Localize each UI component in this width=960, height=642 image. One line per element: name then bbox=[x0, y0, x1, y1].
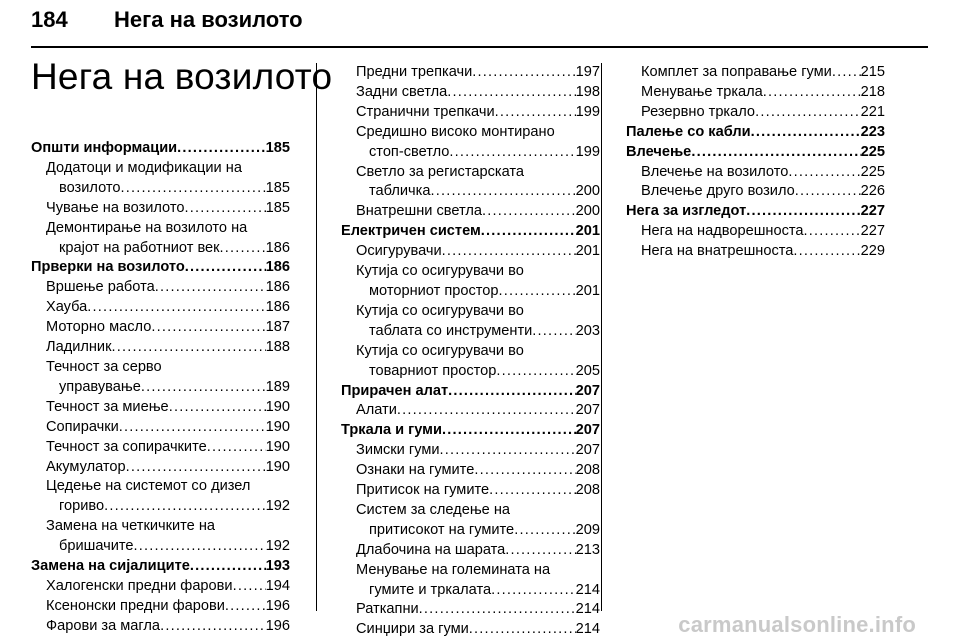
toc-entry-title: Осигурувачи bbox=[356, 243, 442, 260]
toc-page-number: 199 bbox=[575, 143, 600, 160]
toc-page-number: 186 bbox=[265, 279, 290, 296]
toc-page-number: 223 bbox=[860, 123, 885, 140]
toc-entry[interactable] bbox=[626, 182, 885, 202]
toc-page-number: 207 bbox=[575, 382, 600, 399]
toc-entry[interactable] bbox=[341, 342, 600, 382]
toc-entry-title: Ксенонски предни фарови bbox=[46, 597, 225, 614]
toc-entry-title: Нега за изгледот bbox=[626, 203, 747, 220]
toc-entry-title: Влечење bbox=[626, 143, 692, 160]
dot-leader bbox=[442, 421, 576, 441]
toc-section-heading[interactable] bbox=[341, 421, 600, 441]
toc-column-1 bbox=[31, 139, 290, 637]
toc-entry-title: Зимски гуми bbox=[356, 442, 440, 459]
toc-entry[interactable] bbox=[626, 63, 885, 83]
dot-leader bbox=[532, 322, 575, 342]
dot-leader bbox=[755, 103, 861, 123]
toc-entry-continuation bbox=[356, 362, 600, 382]
toc-page-number: 227 bbox=[860, 223, 885, 240]
toc-entry[interactable] bbox=[341, 481, 600, 501]
dot-leader bbox=[788, 163, 860, 183]
toc-page-number: 205 bbox=[575, 362, 600, 379]
toc-column-3 bbox=[601, 63, 885, 611]
toc-page-number: 201 bbox=[575, 243, 600, 260]
toc-entry[interactable] bbox=[341, 600, 600, 620]
toc-entry-title: Внатрешни светла bbox=[356, 203, 482, 220]
toc-entry-title: Течност за серво bbox=[46, 358, 162, 375]
toc-page-number: 187 bbox=[265, 319, 290, 336]
toc-page-number: 229 bbox=[860, 243, 885, 260]
toc-entry-title: Моторно масло bbox=[46, 319, 152, 336]
toc-entry-title: Кутија со осигурувачи во bbox=[356, 342, 524, 359]
toc-entry[interactable] bbox=[31, 418, 290, 438]
toc-entry-title: Нега на внатрешноста bbox=[641, 243, 794, 260]
toc-entry-title: Алати bbox=[356, 402, 397, 419]
dot-leader bbox=[151, 318, 265, 338]
toc-page-number: 188 bbox=[265, 339, 290, 356]
toc-entry-title: табличка bbox=[369, 183, 431, 200]
dot-leader bbox=[795, 182, 861, 202]
toc-page-number: 225 bbox=[860, 163, 885, 180]
toc-page-number: 185 bbox=[265, 179, 290, 196]
toc-entry-title: Замена на четкичките на bbox=[46, 518, 216, 535]
dot-leader bbox=[141, 378, 266, 398]
toc-entry-continuation bbox=[46, 239, 290, 259]
dot-leader bbox=[126, 458, 266, 478]
toc-section-heading[interactable] bbox=[31, 139, 290, 159]
toc-page-number: 186 bbox=[265, 259, 290, 276]
toc-entry-title: Сопирачки bbox=[46, 418, 119, 435]
dot-leader bbox=[832, 63, 861, 83]
toc-page-number: 190 bbox=[265, 438, 290, 455]
toc-entry-title: Вршење работа bbox=[46, 279, 155, 296]
toc-entry[interactable] bbox=[341, 441, 600, 461]
toc-entry-title: стоп-светло bbox=[369, 143, 450, 160]
toc-entry-title: Ознаки на гумите bbox=[356, 462, 475, 479]
toc-section-heading[interactable] bbox=[31, 258, 290, 278]
toc-entry-title: Замена на сијалиците bbox=[31, 558, 190, 575]
toc-entry-title: Нега на надворешноста bbox=[641, 223, 804, 240]
dot-leader bbox=[225, 597, 266, 617]
toc-entry[interactable] bbox=[31, 298, 290, 318]
dot-leader bbox=[430, 182, 575, 202]
toc-entry-title: Палење со кабли bbox=[626, 123, 751, 140]
toc-page-number: 190 bbox=[265, 398, 290, 415]
dot-leader bbox=[155, 278, 266, 298]
toc-page-number: 186 bbox=[265, 299, 290, 316]
dot-leader bbox=[447, 83, 575, 103]
toc-page-number: 185 bbox=[265, 140, 290, 156]
toc-entry[interactable] bbox=[341, 262, 600, 302]
toc-entry[interactable] bbox=[341, 620, 600, 640]
toc-entry-title: Цедење на системот со дизел bbox=[46, 478, 251, 495]
toc-entry-title: Влечење на возилото bbox=[641, 163, 789, 180]
toc-entry-title: гориво bbox=[59, 498, 105, 515]
toc-entry-title: Електричен систем bbox=[341, 223, 481, 240]
dot-leader bbox=[160, 617, 266, 637]
toc-page-number: 215 bbox=[860, 64, 885, 80]
toc-entry-title: Чување на возилото bbox=[46, 199, 185, 216]
toc-entry-title: таблата со инструменти bbox=[369, 322, 533, 339]
dot-leader bbox=[746, 202, 860, 222]
toc-entry-title: управување bbox=[59, 378, 141, 395]
toc-entry[interactable] bbox=[341, 163, 600, 203]
toc-entry-continuation bbox=[356, 182, 600, 202]
toc-page-number: 200 bbox=[575, 183, 600, 200]
dot-leader bbox=[220, 239, 266, 259]
toc-entry[interactable] bbox=[626, 103, 885, 123]
toc-entry-title: Прирачен алат bbox=[341, 382, 449, 399]
dot-leader bbox=[119, 418, 266, 438]
toc-entry-title: Менување на големината на bbox=[356, 561, 551, 578]
toc-entry-continuation bbox=[356, 282, 600, 302]
dot-leader bbox=[514, 521, 575, 541]
toc-entry[interactable] bbox=[31, 517, 290, 557]
dot-leader bbox=[169, 398, 266, 418]
toc-page-number: 208 bbox=[575, 462, 600, 479]
page-number: 184 bbox=[31, 7, 68, 32]
toc-page-number: 214 bbox=[575, 581, 600, 598]
chapter-title: Нега на возилото bbox=[31, 56, 333, 97]
toc-page-number: 200 bbox=[575, 203, 600, 220]
watermark: carmanualsonline.info bbox=[678, 612, 916, 637]
toc-entry-title: Течност за миење bbox=[46, 398, 169, 415]
toc-page-number: 201 bbox=[575, 223, 600, 240]
toc-entry-continuation bbox=[356, 143, 600, 163]
dot-leader bbox=[121, 179, 266, 199]
dot-leader bbox=[472, 63, 575, 83]
toc-section-heading[interactable] bbox=[31, 557, 290, 577]
dot-leader bbox=[482, 202, 576, 222]
toc-section-heading[interactable] bbox=[341, 222, 600, 242]
dot-leader bbox=[481, 222, 576, 242]
toc-page-number: 190 bbox=[265, 418, 290, 435]
toc-section-heading[interactable] bbox=[626, 123, 885, 143]
toc-entry-title: гумите и тркалата bbox=[369, 581, 492, 598]
dot-leader bbox=[499, 282, 576, 302]
toc-entry-title: Длабочина на шарата bbox=[356, 541, 506, 558]
toc-page-number: 197 bbox=[575, 64, 600, 80]
dot-leader bbox=[190, 557, 266, 577]
toc-entry-continuation bbox=[46, 378, 290, 398]
dot-leader bbox=[111, 338, 265, 358]
toc-entry[interactable] bbox=[626, 163, 885, 183]
toc-entry-title: Прверки на возилото bbox=[31, 259, 185, 276]
dot-leader bbox=[440, 441, 576, 461]
toc-entry[interactable] bbox=[341, 123, 600, 163]
toc-entry[interactable] bbox=[31, 199, 290, 219]
toc-entry[interactable] bbox=[31, 219, 290, 259]
toc-entry-title: Ладилник bbox=[46, 339, 112, 356]
toc-page-number: 214 bbox=[575, 601, 600, 618]
toc-entry-title: Светло за регистарската bbox=[356, 163, 525, 180]
dot-leader bbox=[505, 541, 575, 561]
toc-page-number: 203 bbox=[575, 322, 600, 339]
toc-entry-continuation bbox=[356, 581, 600, 601]
toc-page-number: 185 bbox=[265, 199, 290, 216]
toc-page-number: 196 bbox=[265, 617, 290, 634]
toc-page-number: 208 bbox=[575, 482, 600, 499]
toc-page-number: 199 bbox=[575, 103, 600, 120]
toc-entry[interactable] bbox=[341, 461, 600, 481]
dot-leader bbox=[87, 298, 265, 318]
toc-entry-title: Хауба bbox=[46, 299, 88, 316]
toc-entry[interactable] bbox=[31, 398, 290, 418]
toc-entry[interactable] bbox=[31, 477, 290, 517]
toc-entry-continuation bbox=[46, 537, 290, 557]
toc-entry[interactable] bbox=[31, 338, 290, 358]
toc-entry[interactable] bbox=[341, 63, 600, 83]
toc-page-number: 209 bbox=[575, 521, 600, 538]
dot-leader bbox=[177, 139, 266, 159]
toc-entry-title: Кутија со осигурувачи во bbox=[356, 263, 524, 280]
dot-leader bbox=[489, 481, 576, 501]
toc-entry[interactable] bbox=[626, 222, 885, 242]
dot-leader bbox=[474, 461, 575, 481]
toc-page-number: 190 bbox=[265, 458, 290, 475]
toc-entry[interactable] bbox=[341, 561, 600, 601]
dot-leader bbox=[134, 537, 266, 557]
toc-entry[interactable] bbox=[626, 83, 885, 103]
toc-page-number: 201 bbox=[575, 282, 600, 299]
toc-page-number: 193 bbox=[265, 558, 290, 575]
toc-page-number: 194 bbox=[265, 577, 290, 594]
running-title: Нега на возилото bbox=[114, 7, 303, 32]
toc-entry[interactable] bbox=[31, 438, 290, 458]
toc-entry[interactable] bbox=[31, 577, 290, 597]
dot-leader bbox=[763, 83, 861, 103]
toc-page-number: 214 bbox=[575, 621, 600, 638]
toc-page-number: 192 bbox=[265, 498, 290, 515]
toc-section-heading[interactable] bbox=[341, 382, 600, 402]
toc-entry-title: моторниот простор bbox=[369, 282, 499, 299]
toc-entry-title: Задни светла bbox=[356, 83, 448, 100]
toc-page-number: 198 bbox=[575, 83, 600, 100]
toc-entry-title: Притисок на гумите bbox=[356, 482, 490, 499]
toc-entry[interactable] bbox=[31, 159, 290, 199]
toc-entry[interactable] bbox=[341, 501, 600, 541]
dot-leader bbox=[449, 143, 575, 163]
dot-leader bbox=[751, 123, 861, 143]
toc-entry-title: Средишно високо монтирано bbox=[356, 123, 555, 140]
dot-leader bbox=[495, 103, 576, 123]
toc-page-number: 225 bbox=[860, 143, 885, 160]
dot-leader bbox=[804, 222, 861, 242]
toc-entry-title: Додатоци и модификации на bbox=[46, 159, 242, 176]
toc-entry-title: товарниот простор bbox=[369, 362, 497, 379]
dot-leader bbox=[207, 438, 266, 458]
toc-entry[interactable] bbox=[341, 401, 600, 421]
toc-entry-title: Кутија со осигурувачи во bbox=[356, 302, 524, 319]
toc-page-number: 192 bbox=[265, 538, 290, 555]
toc-entry-title: возилото bbox=[59, 179, 121, 196]
toc-entry-title: Демонтирање на возилото на bbox=[46, 219, 248, 236]
dot-leader bbox=[397, 401, 576, 421]
toc-entry-title: Халогенски предни фарови bbox=[46, 577, 233, 594]
page-header bbox=[31, 6, 928, 48]
toc-entry-title: Тркала и гуми bbox=[341, 422, 442, 439]
toc-entry-title: Систем за следење на bbox=[356, 501, 511, 518]
dot-leader bbox=[469, 620, 576, 640]
toc-entry-continuation bbox=[46, 497, 290, 517]
dot-leader bbox=[491, 581, 576, 601]
toc-page-number: 196 bbox=[265, 597, 290, 614]
toc-page-number: 218 bbox=[860, 83, 885, 100]
toc-entry[interactable] bbox=[31, 597, 290, 617]
toc-entry-title: Раткапни bbox=[356, 601, 419, 618]
dot-leader bbox=[442, 242, 576, 262]
toc-entry-title: крајот на работниот век bbox=[59, 239, 220, 256]
toc-page-number: 221 bbox=[860, 103, 885, 120]
toc-entry[interactable] bbox=[341, 541, 600, 561]
dot-leader bbox=[185, 258, 266, 278]
toc-entry[interactable] bbox=[341, 302, 600, 342]
dot-leader bbox=[233, 577, 266, 597]
dot-leader bbox=[793, 242, 860, 262]
toc-entry[interactable] bbox=[31, 318, 290, 338]
toc-page-number: 207 bbox=[575, 402, 600, 419]
toc-entry-continuation bbox=[46, 179, 290, 199]
toc-entry[interactable] bbox=[31, 617, 290, 637]
toc-column-2 bbox=[316, 63, 600, 638]
toc-entry[interactable] bbox=[31, 278, 290, 298]
toc-page-number: 227 bbox=[860, 203, 885, 220]
dot-leader bbox=[419, 600, 576, 620]
toc-entry-title: притисокот на гумите bbox=[369, 521, 515, 538]
toc-entry[interactable] bbox=[341, 202, 600, 222]
toc-section-heading[interactable] bbox=[626, 202, 885, 222]
toc-entry[interactable] bbox=[31, 458, 290, 478]
toc-entry-title: Фарови за магла bbox=[46, 617, 161, 634]
toc-entry-title: Влечење друго возило bbox=[641, 183, 795, 200]
toc-entry-title: Менување тркала bbox=[641, 83, 763, 100]
toc-page-number: 226 bbox=[860, 183, 885, 200]
toc-page-number: 186 bbox=[265, 239, 290, 256]
toc-entry-title: Течност за сопирачките bbox=[46, 438, 207, 455]
toc-entry-title: Комплет за поправање гуми bbox=[641, 64, 832, 80]
toc-entry-continuation bbox=[356, 322, 600, 342]
toc-entry[interactable] bbox=[341, 242, 600, 262]
toc-entry-continuation bbox=[356, 521, 600, 541]
toc-entry[interactable] bbox=[341, 83, 600, 103]
toc-page-number: 189 bbox=[265, 378, 290, 395]
toc-entry-title: Предни трепкачи bbox=[356, 64, 473, 80]
dot-leader bbox=[691, 143, 860, 163]
toc-entry[interactable] bbox=[626, 242, 885, 262]
toc-entry-title: Резервно тркало bbox=[641, 103, 756, 120]
toc-entry-title: Странични трепкачи bbox=[356, 103, 495, 120]
toc-entry-title: бришачите bbox=[59, 538, 134, 555]
toc-entry[interactable] bbox=[31, 358, 290, 398]
toc-page-number: 207 bbox=[575, 422, 600, 439]
dot-leader bbox=[184, 199, 265, 219]
dot-leader bbox=[496, 362, 575, 382]
toc-section-heading[interactable] bbox=[626, 143, 885, 163]
dot-leader bbox=[104, 497, 266, 517]
dot-leader bbox=[448, 382, 575, 402]
toc-entry-title: Општи информации bbox=[31, 140, 178, 156]
toc-entry-title: Акумулатор bbox=[46, 458, 126, 475]
toc-entry[interactable] bbox=[341, 103, 600, 123]
toc-entry-title: Синџири за гуми bbox=[356, 621, 469, 638]
toc-page-number: 207 bbox=[575, 442, 600, 459]
toc-page-number: 213 bbox=[575, 541, 600, 558]
